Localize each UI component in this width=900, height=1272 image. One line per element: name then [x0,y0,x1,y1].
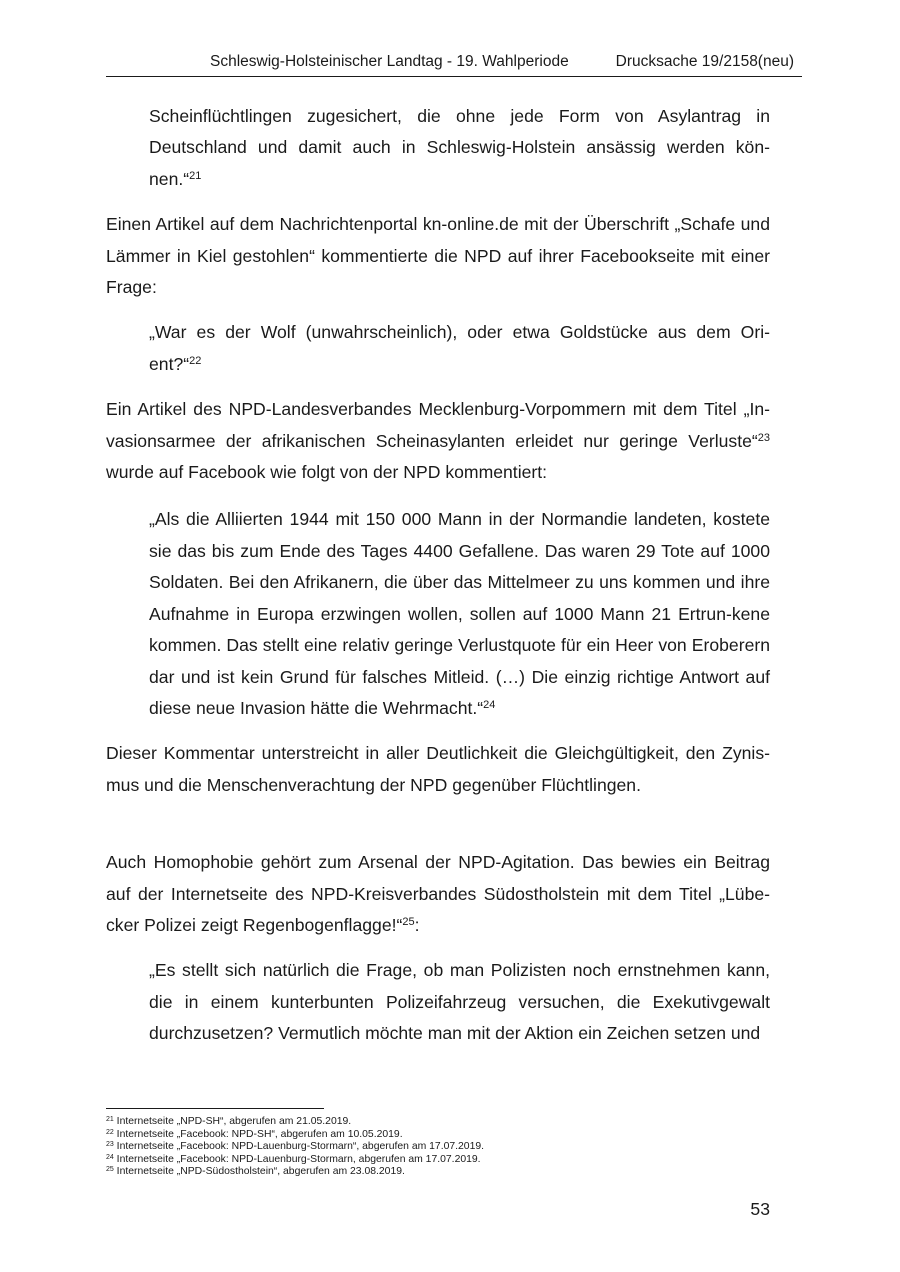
footnote-number: 23 [106,1141,114,1149]
footnote-number: 21 [106,1116,114,1123]
footnotes [106,1116,766,1179]
footnote [106,1154,766,1167]
quote-paragraph-1 [149,101,770,195]
header-title: Schleswig-Holsteinischer Landtag - 19. Wahlperiode [210,53,569,70]
page-number: 53 [750,1199,770,1219]
quote-paragraph-4: „Es stellt sich natürlich die Frage, ob man Polizisten noch ernstnehmen kann, die in einem kunterbunten Polizeifahrzeug versuchen, die Exekutivgewalt durchzusetzen? Vermutlich möchte man mit der Aktion ein Zeichen setzen und [149,960,770,1044]
body-2-text-a: Ein Artikel des NPD-Landesverbandes Mecklenburg-Vorpommern mit dem Titel „In-vasionsarmee der afrikanischen Scheinasylanten erleidet nur geringe Verluste“ [106,399,770,451]
footnote-text: Internetseite „Facebook: NPD-SH“, abgerufen am 10.05.2019. [113,1128,403,1140]
footnote-text: Internetseite „NPD-SH“, abgerufen am 21.05.2019. [113,1116,352,1127]
footnote-text: Internetseite „NPD-Südostholstein“, abgerufen am 23.08.2019. [113,1166,405,1178]
footnote [106,1141,766,1154]
footnote-ref-24: 24 [483,698,496,711]
footnote [106,1166,766,1179]
header-document-number: Drucksache 19/2158(neu) [615,53,794,70]
body-2-text-b: wurde auf Facebook wie folgt von der NPD kommentiert: [106,462,548,483]
footnote-number: 25 [106,1166,114,1174]
body-4-text-a: Auch Homophobie gehört zum Arsenal der NPD-Agitation. Das bewies ein Beitrag auf der Internetseite des NPD-Kreisverbandes Südostholstein mit dem Titel „Lübe-cker Polizei zeigt Regenbogenflagge!“ [106,852,770,935]
body-paragraph-3: Dieser Kommentar unterstreicht in aller Deutlichkeit die Gleichgültigkeit, den Zynis-mus und die Menschenverachtung der NPD gegenüber Flüchtlingen. [106,743,770,795]
document-body [106,101,770,1050]
page-header [106,50,802,77]
footnote-text: Internetseite „Facebook: NPD-Lauenburg-Stormarn, abgerufen am 17.07.2019. [113,1153,481,1165]
footnote-ref-25: 25 [402,915,415,928]
footnote [106,1129,766,1142]
footnote-ref-21: 21 [189,169,202,182]
footnote-separator [106,1108,324,1109]
footnote-text: Internetseite „Facebook: NPD-Lauenburg-Stormarn“, abgerufen am 17.07.2019. [113,1141,485,1153]
quote-3-text: „Als die Alliierten 1944 mit 150 000 Mann in der Normandie landeten, kostete sie das bis zum Ende des Tages 4400 Gefallene. Das waren 29 Tote auf 1000 Soldaten. Bei den Afrikanern, die über das Mittelmeer zu uns kommen und ihre Aufnahme in Europa erzwingen wollen, sollen auf 1000 Mann 21 Ertrun-kene kommen. Das stellt eine relativ geringe Verlustquote für ein Heer von Eroberern dar und ist kein Grund für falsches Mitleid. (…) Die einzig richtige Antwort auf diese neue Invasion hätte die Wehrmacht.“ [149,509,770,718]
quote-paragraph-3 [149,504,770,724]
footnote-ref-22: 22 [189,354,202,367]
body-paragraph-4 [106,847,770,941]
quote-2-text: „War es der Wolf (unwahrscheinlich), oder etwa Goldstücke aus dem Ori-ent?“ [149,322,770,374]
footnote-ref-23: 23 [757,431,770,444]
body-4-text-b: : [414,914,420,935]
footnote-number: 22 [106,1128,114,1136]
quote-1-text: Scheinflüchtlingen zugesichert, die ohne jede Form von Asylantrag in Deutschland und damit auch in Schleswig-Holstein ansässig werden kön-nen.“ [149,106,770,189]
body-paragraph-2 [106,394,770,488]
footnote-number: 24 [106,1153,114,1161]
footnote [106,1116,766,1129]
body-paragraph-1: Einen Artikel auf dem Nachrichtenportal kn-online.de mit der Überschrift „Schafe und Lämmer in Kiel gestohlen“ kommentierte die NPD auf ihrer Facebookseite mit einer Frage: [106,214,770,298]
quote-paragraph-2 [149,317,770,380]
